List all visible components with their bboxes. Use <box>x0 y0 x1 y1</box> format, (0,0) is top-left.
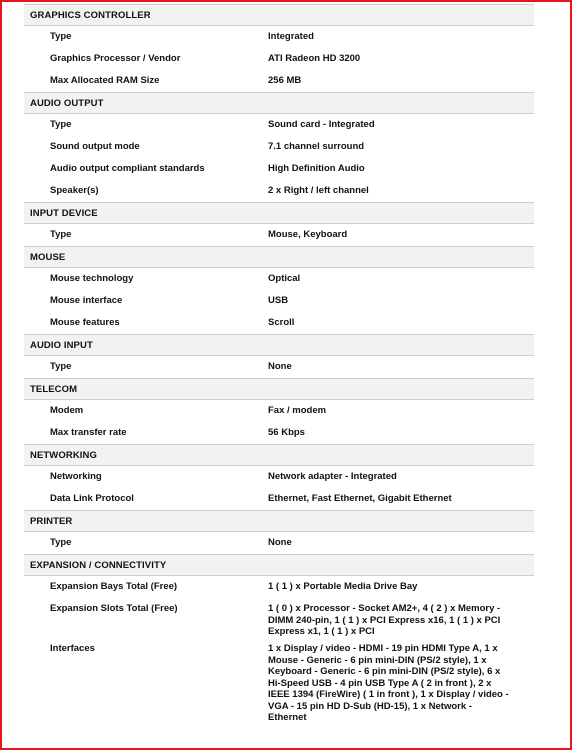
spec-row <box>24 26 538 48</box>
spec-row <box>24 576 538 598</box>
section-header: GRAPHICS CONTROLLER <box>24 4 538 26</box>
spec-row <box>24 158 538 180</box>
spec-label: Type <box>50 537 72 548</box>
spec-row <box>24 290 538 312</box>
right-gutter <box>534 4 568 750</box>
section-header: EXPANSION / CONNECTIVITY <box>24 554 538 576</box>
spec-value: Ethernet, Fast Ethernet, Gigabit Ethernet <box>268 493 452 504</box>
spec-value: 2 x Right / left channel <box>268 185 369 196</box>
spec-value: Sound card - Integrated <box>268 119 375 130</box>
spec-row <box>24 268 538 290</box>
spec-value: Fax / modem <box>268 405 327 416</box>
spec-label: Speaker(s) <box>50 185 99 196</box>
spec-label: Type <box>50 31 72 42</box>
spec-value: Network adapter - Integrated <box>268 471 397 482</box>
spec-row <box>24 180 538 202</box>
spec-value: Optical <box>268 273 301 284</box>
spec-value: Integrated <box>268 31 314 42</box>
spec-row <box>24 466 538 488</box>
spec-value: 1 x Display / video - HDMI - 19 pin HDMI Type A, 1 x Mouse - Generic - 6 pin mini-DIN (PS/2 style), 1 x Keyboard - Generic - 6 pin mini-DIN (PS/2 style), 6 x Hi-Speed USB - 4 pin USB Type A ( 2 in front ), 2 x IEEE 1394 (FireWire) ( 1 in front ), 1 x Display / video - VGA - 15 pin HD D-Sub (HD-15), 1 x Network - Ethernet <box>268 643 509 723</box>
spec-row <box>24 312 538 334</box>
spec-label: Sound output mode <box>50 141 140 152</box>
spec-label: Interfaces <box>50 643 95 654</box>
section-header: AUDIO INPUT <box>24 334 538 356</box>
spec-value: None <box>268 537 292 548</box>
spec-row <box>24 224 538 246</box>
spec-value: ATI Radeon HD 3200 <box>268 53 361 64</box>
spec-label: Max Allocated RAM Size <box>50 75 160 86</box>
spec-label: Expansion Bays Total (Free) <box>50 581 178 592</box>
spec-row <box>24 400 538 422</box>
spec-label: Networking <box>50 471 102 482</box>
spec-value: 256 MB <box>268 75 302 86</box>
spec-label: Modem <box>50 405 84 416</box>
spec-label: Expansion Slots Total (Free) <box>50 603 178 614</box>
section-header: AUDIO OUTPUT <box>24 92 538 114</box>
spec-label: Type <box>50 119 72 130</box>
section-header: NETWORKING <box>24 444 538 466</box>
spec-label: Type <box>50 229 72 240</box>
spec-value: Mouse, Keyboard <box>268 229 348 240</box>
spec-row <box>24 598 538 638</box>
spec-value: 56 Kbps <box>268 427 305 438</box>
spec-row <box>24 356 538 378</box>
spec-row <box>24 638 538 723</box>
spec-label: Data Link Protocol <box>50 493 134 504</box>
spec-label: Max transfer rate <box>50 427 127 438</box>
spec-value: None <box>268 361 292 372</box>
spec-label: Audio output compliant standards <box>50 163 205 174</box>
spec-label: Graphics Processor / Vendor <box>50 53 181 64</box>
spec-row <box>24 488 538 510</box>
section-header: PRINTER <box>24 510 538 532</box>
spec-row <box>24 48 538 70</box>
spec-label: Mouse features <box>50 317 120 328</box>
spec-label: Type <box>50 361 72 372</box>
section-header: MOUSE <box>24 246 538 268</box>
spec-row <box>24 532 538 554</box>
spec-value: High Definition Audio <box>268 163 365 174</box>
spec-value: Scroll <box>268 317 295 328</box>
spec-row <box>24 136 538 158</box>
left-gutter <box>4 4 24 750</box>
spec-value: 1 ( 0 ) x Processor - Socket AM2+, 4 ( 2 ) x Memory - DIMM 240-pin, 1 ( 1 ) x PCI Express x16, 1 ( 1 ) x PCI Express x1, 1 ( 1 ) x PCI <box>268 603 501 637</box>
spec-value: 1 ( 1 ) x Portable Media Drive Bay <box>268 581 418 592</box>
spec-row <box>24 114 538 136</box>
spec-label: Mouse interface <box>50 295 123 306</box>
spec-table <box>24 4 538 750</box>
section-header: INPUT DEVICE <box>24 202 538 224</box>
spec-label: Mouse technology <box>50 273 134 284</box>
spec-value: 7.1 channel surround <box>268 141 365 152</box>
spec-value: USB <box>268 295 289 306</box>
spec-row <box>24 422 538 444</box>
section-header: TELECOM <box>24 378 538 400</box>
spec-row <box>24 70 538 92</box>
